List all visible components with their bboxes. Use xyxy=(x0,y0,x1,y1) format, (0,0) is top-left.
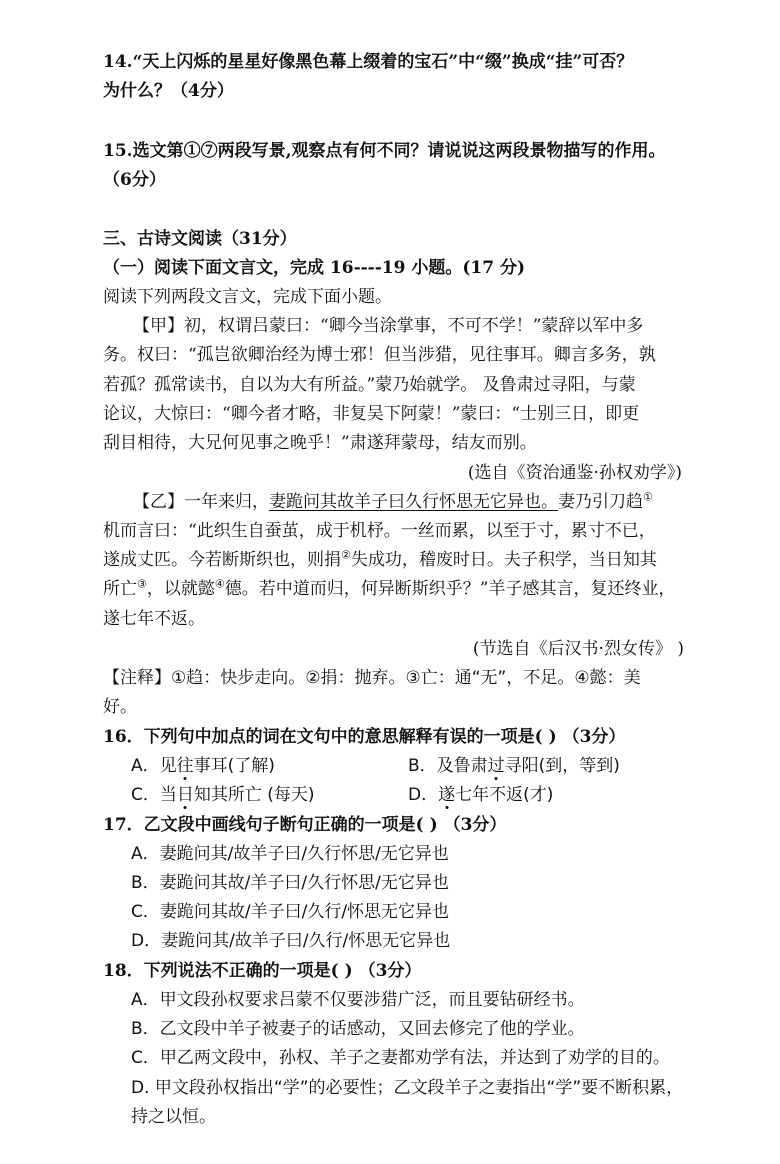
jia-line2: 务。权曰：“孤岂欲卿治经为博士邪！但当涉猎，见往事耳。卿言多务，孰 xyxy=(103,345,656,365)
yi-source: (节选自《后汉书·烈女传》 ) xyxy=(472,639,684,659)
yi-line4 xyxy=(103,577,675,601)
section3-intro: 阅读下列两段文言文，完成下面小题。 xyxy=(103,287,392,307)
q16-b-pre: B．及鲁肃 xyxy=(408,756,488,776)
q15-line2: （6分） xyxy=(103,170,166,190)
q16-a-pre: A．见 xyxy=(131,756,177,776)
q17-option-a: A．妻跪问其/故羊子曰/久行怀思/无它异也 xyxy=(131,844,449,864)
yi-line4-a: 所亡 xyxy=(103,579,137,599)
q16-a-post: 事耳(了解) xyxy=(193,756,275,776)
q18-option-c: C．甲乙两文段中，孙权、羊子之妻都劝学有法，并达到了劝学的目的。 xyxy=(131,1048,670,1068)
q16-option-c xyxy=(131,783,315,807)
q16-c-post: 知其所亡 (每天) xyxy=(193,785,315,805)
yi-line4-c: 德。若中道而归，何异断斯织乎？”羊子感其言，复还终业， xyxy=(224,579,676,599)
q18-stem: 18．下列说法不正确的一项是( ) （3分） xyxy=(103,961,422,981)
q14-line2: 为什么？（4分） xyxy=(103,81,234,101)
yi-line1 xyxy=(133,490,653,514)
footnote-mark-1: ① xyxy=(643,490,653,504)
jia-line4: 论议，大惊曰：“卿今者才略，非复吴下阿蒙！”蒙曰：“士别三日，即更 xyxy=(103,404,640,424)
footnote-mark-2: ② xyxy=(341,548,351,562)
q17-stem: 17．乙文段中画线句子断句正确的一项是( ) （3分） xyxy=(103,815,507,835)
footnote-mark-3: ③ xyxy=(137,577,147,591)
q18-option-a: A．甲文段孙权要求吕蒙不仅要涉猎广泛，而且要钻研经书。 xyxy=(131,990,585,1010)
jia-line5: 刮目相待，大兄何见事之晚乎！”肃遂拜蒙母，结友而别。 xyxy=(103,433,537,453)
q16-d-post: 七年不返(才) xyxy=(455,785,554,805)
q16-b-dotted-word: 过 xyxy=(487,756,505,776)
yi-line1-a: 【乙】一年来归， xyxy=(133,492,269,512)
underlined-sentence: 妻跪问其故羊子曰久行怀思无它异也。 xyxy=(269,492,558,512)
q18-option-d-line2: 持之以恒。 xyxy=(131,1107,216,1127)
yi-line3-a: 遂成丈匹。今若断斯织也，则捐 xyxy=(103,550,341,570)
q16-c-dotted-word: 日 xyxy=(176,785,194,805)
yi-line4-b: ，以就懿 xyxy=(146,579,215,599)
yi-line2: 机而言曰：“此织生自蚕茧，成于机杼。一丝而累，以至于寸，累寸不已， xyxy=(103,521,656,541)
q15-line1: 15.选文第①⑦两段写景,观察点有何不同？请说说这两段景物描写的作用。 xyxy=(103,141,666,161)
q16-d-dotted-word: 遂 xyxy=(438,785,456,805)
q16-c-pre: C．当 xyxy=(131,785,177,805)
yi-line3-b: 失成功，稽废时日。夫子积学，当日知其 xyxy=(350,550,657,570)
section3-sub1: （一）阅读下面文言文，完成 16----19 小题。(17 分) xyxy=(103,258,526,278)
notes-line1: 【注释】①趋：快步走向。②捐：抛弃。③亡：通“无”，不足。④懿：美 xyxy=(103,668,641,688)
jia-line3: 若孤？孤常读书，自以为大有所益。”蒙乃始就学。 及鲁肃过寻阳，与蒙 xyxy=(103,375,636,395)
section3-title: 三、古诗文阅读（31分） xyxy=(103,229,297,249)
q16-option-b xyxy=(408,754,620,778)
yi-line5: 遂七年不返。 xyxy=(103,609,205,629)
notes-line2: 好。 xyxy=(103,697,137,717)
q17-option-d: D．妻跪问其/故羊子曰/久行/怀思无它异也 xyxy=(131,931,451,951)
yi-line1-b: 妻乃引刀趋 xyxy=(558,492,643,512)
q16-d-pre: D． xyxy=(408,785,439,805)
q16-option-a xyxy=(131,754,275,778)
q17-option-c: C．妻跪问其故/羊子曰/久行/怀思无它异也 xyxy=(131,902,450,922)
q16-option-d xyxy=(408,783,553,807)
jia-source: (选自《资治通鉴·孙权劝学》) xyxy=(467,463,682,483)
jia-line1: 【甲】初，权谓吕蒙曰：“卿今当涂掌事，不可不学！”蒙辞以军中多 xyxy=(133,316,644,336)
q16-b-post: 寻阳(到，等到) xyxy=(504,756,620,776)
yi-line3 xyxy=(103,548,657,572)
q16-a-dotted-word: 往 xyxy=(176,756,194,776)
q18-option-d-line1: D. 甲文段孙权指出“学”的必要性；乙文段羊子之妻指出“学”要不断积累， xyxy=(131,1078,684,1098)
footnote-mark-4: ④ xyxy=(214,577,225,591)
q16-stem: 16．下列句中加点的词在文句中的意思解释有误的一项是( ) （3分） xyxy=(103,727,626,747)
q14-line1: 14.“天上闪烁的星星好像黑色幕上缀着的宝石”中“缀”换成“挂”可否？ xyxy=(103,52,634,72)
q18-option-b: B．乙文段中羊子被妻子的话感动，又回去修完了他的学业。 xyxy=(131,1019,585,1039)
q17-option-b: B．妻跪问其故/羊子曰/久行怀思/无它异也 xyxy=(131,873,449,893)
